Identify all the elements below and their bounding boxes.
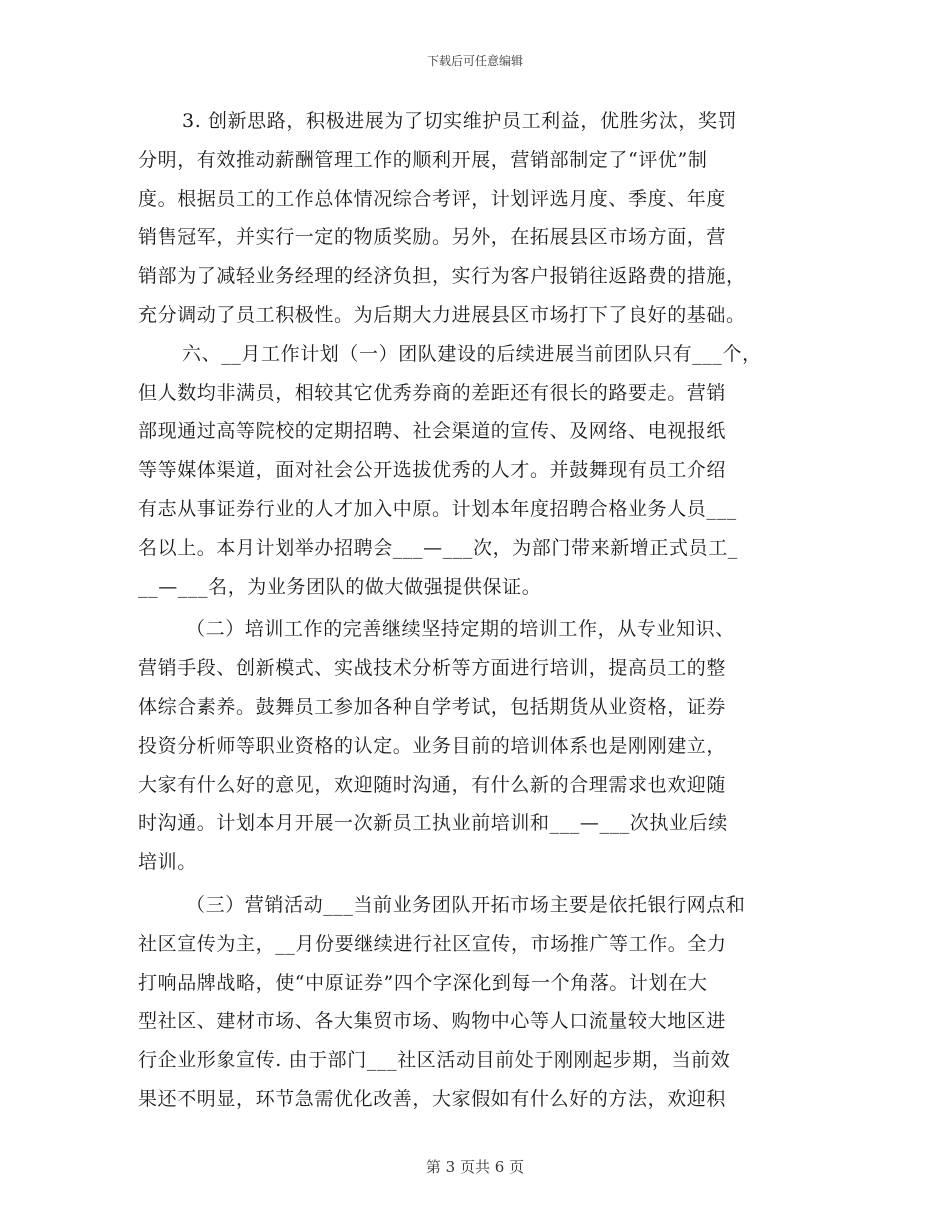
text-line: 名以上。本月计划举办招聘会___—___次，为部门带来新增正式员工_ xyxy=(138,536,738,559)
text-line: 销部为了减轻业务经理的经济负担，实行为客户报销往返路费的措施， xyxy=(138,265,746,288)
text-line: 分明，有效推动薪酬管理工作的顺利开展，营销部制定了“评优”制 xyxy=(138,148,708,171)
text-line: 销售冠军，并实行一定的物质奖励。另外，在拓展县区市场方面，营 xyxy=(138,226,727,249)
text-line: 投资分析师等职业资格的认定。业务目前的培训体系也是刚刚建立， xyxy=(138,734,727,757)
text-line: 部现通过高等院校的定期招聘、社会渠道的宣传、及网络、电视报纸 xyxy=(138,420,727,443)
paragraph-marketing xyxy=(138,886,818,1119)
paragraph-training xyxy=(138,610,818,882)
text-line: 型社区、建材市场、各大集贸市场、购物中心等人口流量较大地区进 xyxy=(138,1010,727,1033)
text-line: 六、__月工作计划（一）团队建设的后续进展当前团队只有___个， xyxy=(182,342,762,365)
text-line: 行企业形象宣传. 由于部门___社区活动目前处于刚刚起步期，当前效 xyxy=(138,1049,731,1072)
text-line: __—___名，为业务团队的做大做强提供保证。 xyxy=(138,575,542,598)
text-line: 等等媒体渠道，面对社会公开选拔优秀的人才。并鼓舞现有员工介绍 xyxy=(138,459,727,482)
text-line: 充分调动了员工积极性。为后期大力进展县区市场打下了良好的基础。 xyxy=(138,303,746,326)
paragraph-work-plan xyxy=(138,335,818,607)
text-line: 果还不明显，环节急需优化改善，大家假如有什么好的方法，欢迎积 xyxy=(138,1087,727,1110)
text-line: 度。根据员工的工作总体情况综合考评，计划评选月度、季度、年度 xyxy=(138,187,727,210)
text-line: 社区宣传为主，__月份要继续进行社区宣传，市场推广等工作。全力 xyxy=(138,932,727,955)
text-line: （二）培训工作的完善继续坚持定期的培训工作，从专业知识、 xyxy=(186,618,735,641)
document-body xyxy=(138,102,818,1119)
text-line: （三）营销活动___当前业务团队开拓市场主要是依托银行网点和 xyxy=(186,893,746,916)
text-line: 大家有什么好的意见，欢迎随时沟通，有什么新的合理需求也欢迎随 xyxy=(138,773,727,796)
text-line: 有志从事证券行业的人才加入中原。计划本年度招聘合格业务人员___ xyxy=(138,497,737,520)
paragraph-innovation xyxy=(138,102,818,335)
text-line: 打响品牌战略，使“中原证券”四个字深化到每一个角落。计划在大 xyxy=(138,971,708,994)
text-line: 营销手段、创新模式、实战技术分析等方面进行培训，提高员工的整 xyxy=(138,657,727,680)
text-line: 3. 创新思路，积极进展为了切实维护员工利益，优胜劣汰，奖罚 xyxy=(182,110,738,132)
text-line: 时沟通。计划本月开展一次新员工执业前培训和___—___次执业后续 xyxy=(138,812,728,835)
text-line: 但人数均非满员，相较其它优秀券商的差距还有很长的路要走。营销 xyxy=(138,381,727,404)
text-line: 体综合素养。鼓舞员工参加各种自学考试，包括期货从业资格，证券 xyxy=(138,695,727,718)
page-number: 第 3 页共 6 页 xyxy=(425,1158,525,1176)
page-header: 下载后可任意编辑 xyxy=(426,54,523,68)
text-line: 培训。 xyxy=(138,851,197,874)
